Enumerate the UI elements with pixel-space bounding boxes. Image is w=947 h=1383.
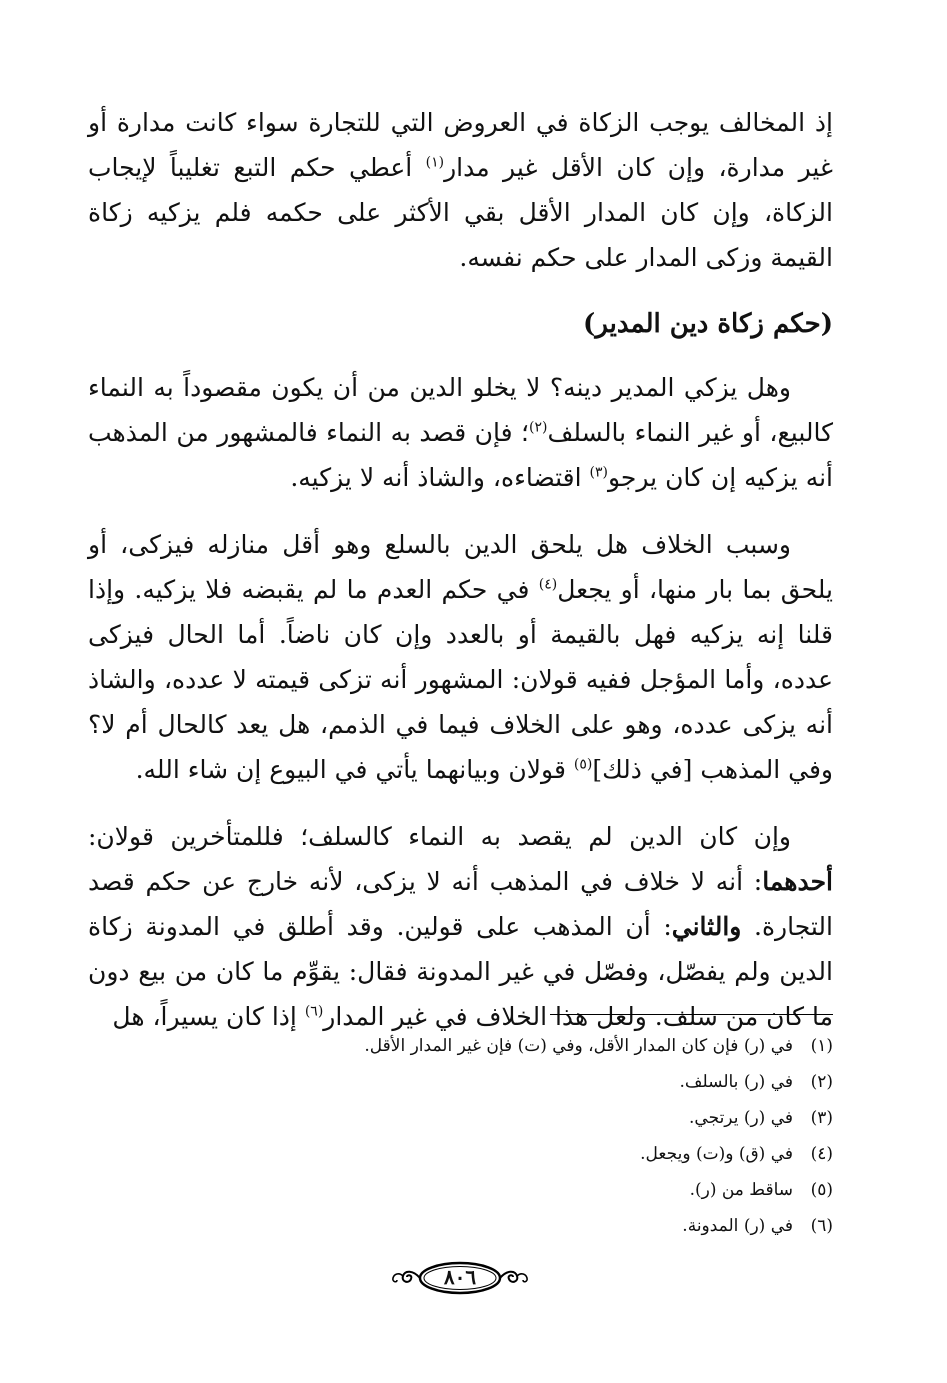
paragraph-2-text: وهل يزكي المدير دينه؟ لا يخلو الدين من أن يكون مقصوداً به النماء كالبيع، أو غير النماء بالسلف — [88, 373, 834, 447]
paragraph-4 — [88, 814, 833, 1039]
footnote-number: (١) — [810, 1036, 833, 1056]
paragraph-3-text-end: قولان وبيانهما يأتي في البيوع إن شاء الله. — [135, 755, 574, 784]
paragraph-3-text: وسبب الخلاف هل يلحق الدين بالسلع وهو أقل منازله فيزكى، أو يلحق بما بار منها، أو يجعل — [88, 530, 833, 604]
footnote-number: (٣) — [810, 1108, 833, 1128]
bold-term-second: والثاني — [671, 912, 742, 941]
footnote-item — [193, 1028, 833, 1064]
footnote-text: في (ق) و(ت) ويجعل. — [640, 1144, 793, 1164]
footnote-number: (٥) — [810, 1180, 833, 1200]
paragraph-4-text: وإن كان الدين لم يقصد به النماء كالسلف؛ فللمتأخرين قولان: — [88, 822, 791, 851]
page-body — [88, 100, 833, 1039]
paragraph-2-text-cont: ؛ فإن قصد به النماء فالمشهور من المذهب أنه يزكيه إن كان يرجو — [88, 418, 833, 492]
footnote-text: في (ر) يرتجي. — [689, 1108, 793, 1128]
paragraph-1-text-cont: أعطي حكم التبع تغليباً لإيجاب الزكاة، وإن كان المدار الأقل بقي الأكثر على حكمه فلم يزكيه زكاة القيمة وزكى المدار على حكم نفسه. — [88, 153, 833, 272]
paragraph-3 — [88, 522, 833, 792]
footnote-item — [193, 1136, 833, 1172]
spacer — [88, 500, 833, 522]
footnote-ref-4: (٤) — [538, 576, 558, 593]
spacer — [88, 280, 833, 302]
footnote-ref-5: (٥) — [573, 756, 593, 773]
footnote-text: في (ر) بالسلف. — [679, 1072, 793, 1092]
paragraph-4-text-more: : أن المذهب على قولين. وقد أطلق في المدونة زكاة الدين ولم يفصّل، وفصّل في غير المدونة فقال: يقوِّم ما كان من بيع دون ما كان من سلف. ولعل هذا الخلاف في غير المدار — [88, 912, 833, 1031]
footnote-ref-6: (٦) — [304, 1003, 324, 1020]
section-heading: (حكم زكاة دين المدير) — [583, 309, 833, 339]
spacer — [88, 792, 833, 814]
paragraph-3-text-cont: في حكم العدم ما لم يقبضه فلا يزكيه. وإذا قلنا إنه يزكيه فهل بالقيمة أو بالعدد وإن كان ناضاً. أما الحال فيزكى عدده، وأما المؤجل ففيه قولان: المشهور أنه تزكى قيمته لا عدده، والشاذ أنه يزكى عدده، وهو على الخلاف فيما في الذمم، هل يعد كالحال أم لا؟ وفي المذهب [في ذلك] — [88, 575, 833, 784]
footnote-item — [193, 1100, 833, 1136]
paragraph-4-text-cont: : أنه لا خلاف في المذهب أنه لا يزكى، لأنه خارج عن حكم قصد التجارة. — [88, 867, 833, 941]
footnote-number: (٤) — [810, 1144, 833, 1164]
footnote-text: في (ر) المدونة. — [682, 1216, 793, 1236]
footnote-number: (٢) — [810, 1072, 833, 1092]
bold-term-first: أحدهما — [762, 867, 833, 896]
spacer — [88, 347, 833, 365]
footnote-item — [193, 1064, 833, 1100]
footnote-text: في (ر) فإن كان المدار الأقل، وفي (ت) فإن غير المدار الأقل. — [364, 1036, 793, 1056]
footnote-number: (٦) — [810, 1216, 833, 1236]
footnote-text: ساقط من (ر). — [689, 1180, 793, 1200]
page-number: ٨٠٦ — [443, 1265, 477, 1289]
paragraph-2 — [88, 365, 833, 500]
paragraph-2-text-end: اقتضاءه، والشاذ أنه لا يزكيه. — [290, 463, 590, 492]
page-number-ornament — [385, 1258, 535, 1298]
footnotes — [193, 1028, 833, 1244]
paragraph-4-text-end: إذا كان يسيراً، هل — [112, 1002, 305, 1031]
footnote-ref-1: (١) — [425, 154, 445, 171]
paragraph-1-text: إذ المخالف يوجب الزكاة في العروض التي للتجارة سواء كانت مدارة أو غير مدارة، وإن كان الأقل غير مدار — [88, 108, 833, 182]
footnote-divider — [550, 1014, 833, 1015]
paragraph-1 — [88, 100, 833, 280]
footnote-item — [193, 1172, 833, 1208]
footnote-ref-2: (٢) — [529, 419, 548, 436]
footnote-ref-3: (٣) — [589, 464, 608, 481]
footnote-item — [193, 1208, 833, 1244]
